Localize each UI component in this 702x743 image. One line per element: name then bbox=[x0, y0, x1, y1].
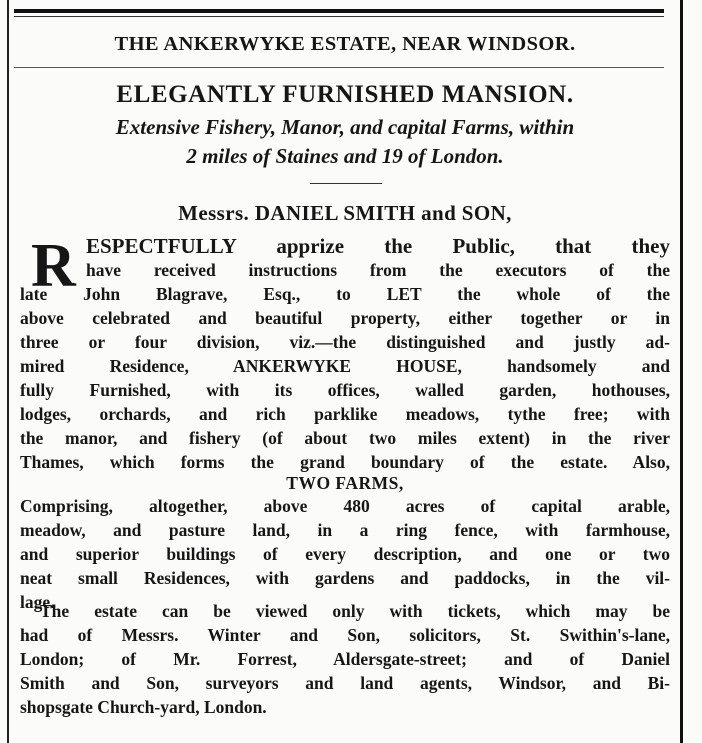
mansion-heading: ELEGANTLY FURNISHED MANSION. bbox=[116, 81, 574, 108]
paragraph-3-line: Smith and Son, surveyors and land agents, Windsor, and Bi- bbox=[20, 673, 670, 693]
two-farms-heading: TWO FARMS, bbox=[286, 473, 404, 493]
paragraph-1-line: mired Residence, ANKERWYKE HOUSE, handsomely and bbox=[20, 356, 670, 376]
paragraph-2-line: lage. bbox=[20, 592, 55, 612]
paragraph-2-line: meadow, and pasture land, in a ring fence, with farmhouse, bbox=[20, 520, 670, 540]
paragraph-3-line: The estate can be viewed only with tickets, which may be bbox=[40, 601, 670, 621]
paragraph-3-line: shopsgate Church-yard, London. bbox=[20, 697, 267, 717]
subtitle-line-2: 2 miles of Staines and 19 of London. bbox=[186, 144, 504, 168]
drop-cap: R bbox=[31, 232, 76, 300]
right-column-rule bbox=[680, 0, 683, 743]
paragraph-1-first-line bbox=[20, 236, 670, 257]
paragraph-3-line: had of Messrs. Winter and Son, solicitors, St. Swithin's-lane, bbox=[20, 625, 670, 645]
paragraph-1-line: the manor, and fishery (of about two miles extent) in the river bbox=[20, 428, 670, 448]
paragraph-3-line: London; of Mr. Forrest, Aldersgate-street; and of Daniel bbox=[20, 649, 670, 669]
auctioneer-name: Messrs. DANIEL SMITH and SON, bbox=[178, 201, 512, 225]
paragraph-1-line: Thames, which forms the grand boundary of the estate. Also, bbox=[20, 452, 670, 472]
paragraph-1-line: three or four division, viz.—the distinguished and justly ad- bbox=[20, 332, 670, 352]
paragraph-1-line: late John Blagrave, Esq., to LET the whole of the bbox=[20, 284, 670, 304]
section-divider bbox=[310, 183, 382, 184]
heading-separator bbox=[14, 67, 664, 68]
paragraph-1-opening: ESPECTFULLY apprize the Public, that they bbox=[86, 234, 670, 258]
estate-heading: THE ANKERWYKE ESTATE, NEAR WINDSOR. bbox=[114, 33, 576, 55]
subtitle-line-1: Extensive Fishery, Manor, and capital Farms, within bbox=[115, 115, 575, 139]
paragraph-1-line: above celebrated and beautiful property, either together or in bbox=[20, 308, 670, 328]
paragraph-2-line: Comprising, altogether, above 480 acres of capital arable, bbox=[20, 496, 670, 516]
top-rule-thick bbox=[14, 9, 664, 13]
top-rule-thin bbox=[14, 16, 664, 17]
paragraph-1-line: fully Furnished, with its offices, walled garden, hothouses, bbox=[20, 380, 670, 400]
left-column-rule bbox=[7, 0, 9, 743]
paragraph-1-line: have received instructions from the executors of the bbox=[86, 260, 670, 280]
paragraph-1-line: lodges, orchards, and rich parklike meadows, tythe free; with bbox=[20, 404, 670, 424]
paragraph-2-line: neat small Residences, with gardens and paddocks, in the vil- bbox=[20, 568, 670, 588]
paragraph-2-line: and superior buildings of every description, and one or two bbox=[20, 544, 670, 564]
